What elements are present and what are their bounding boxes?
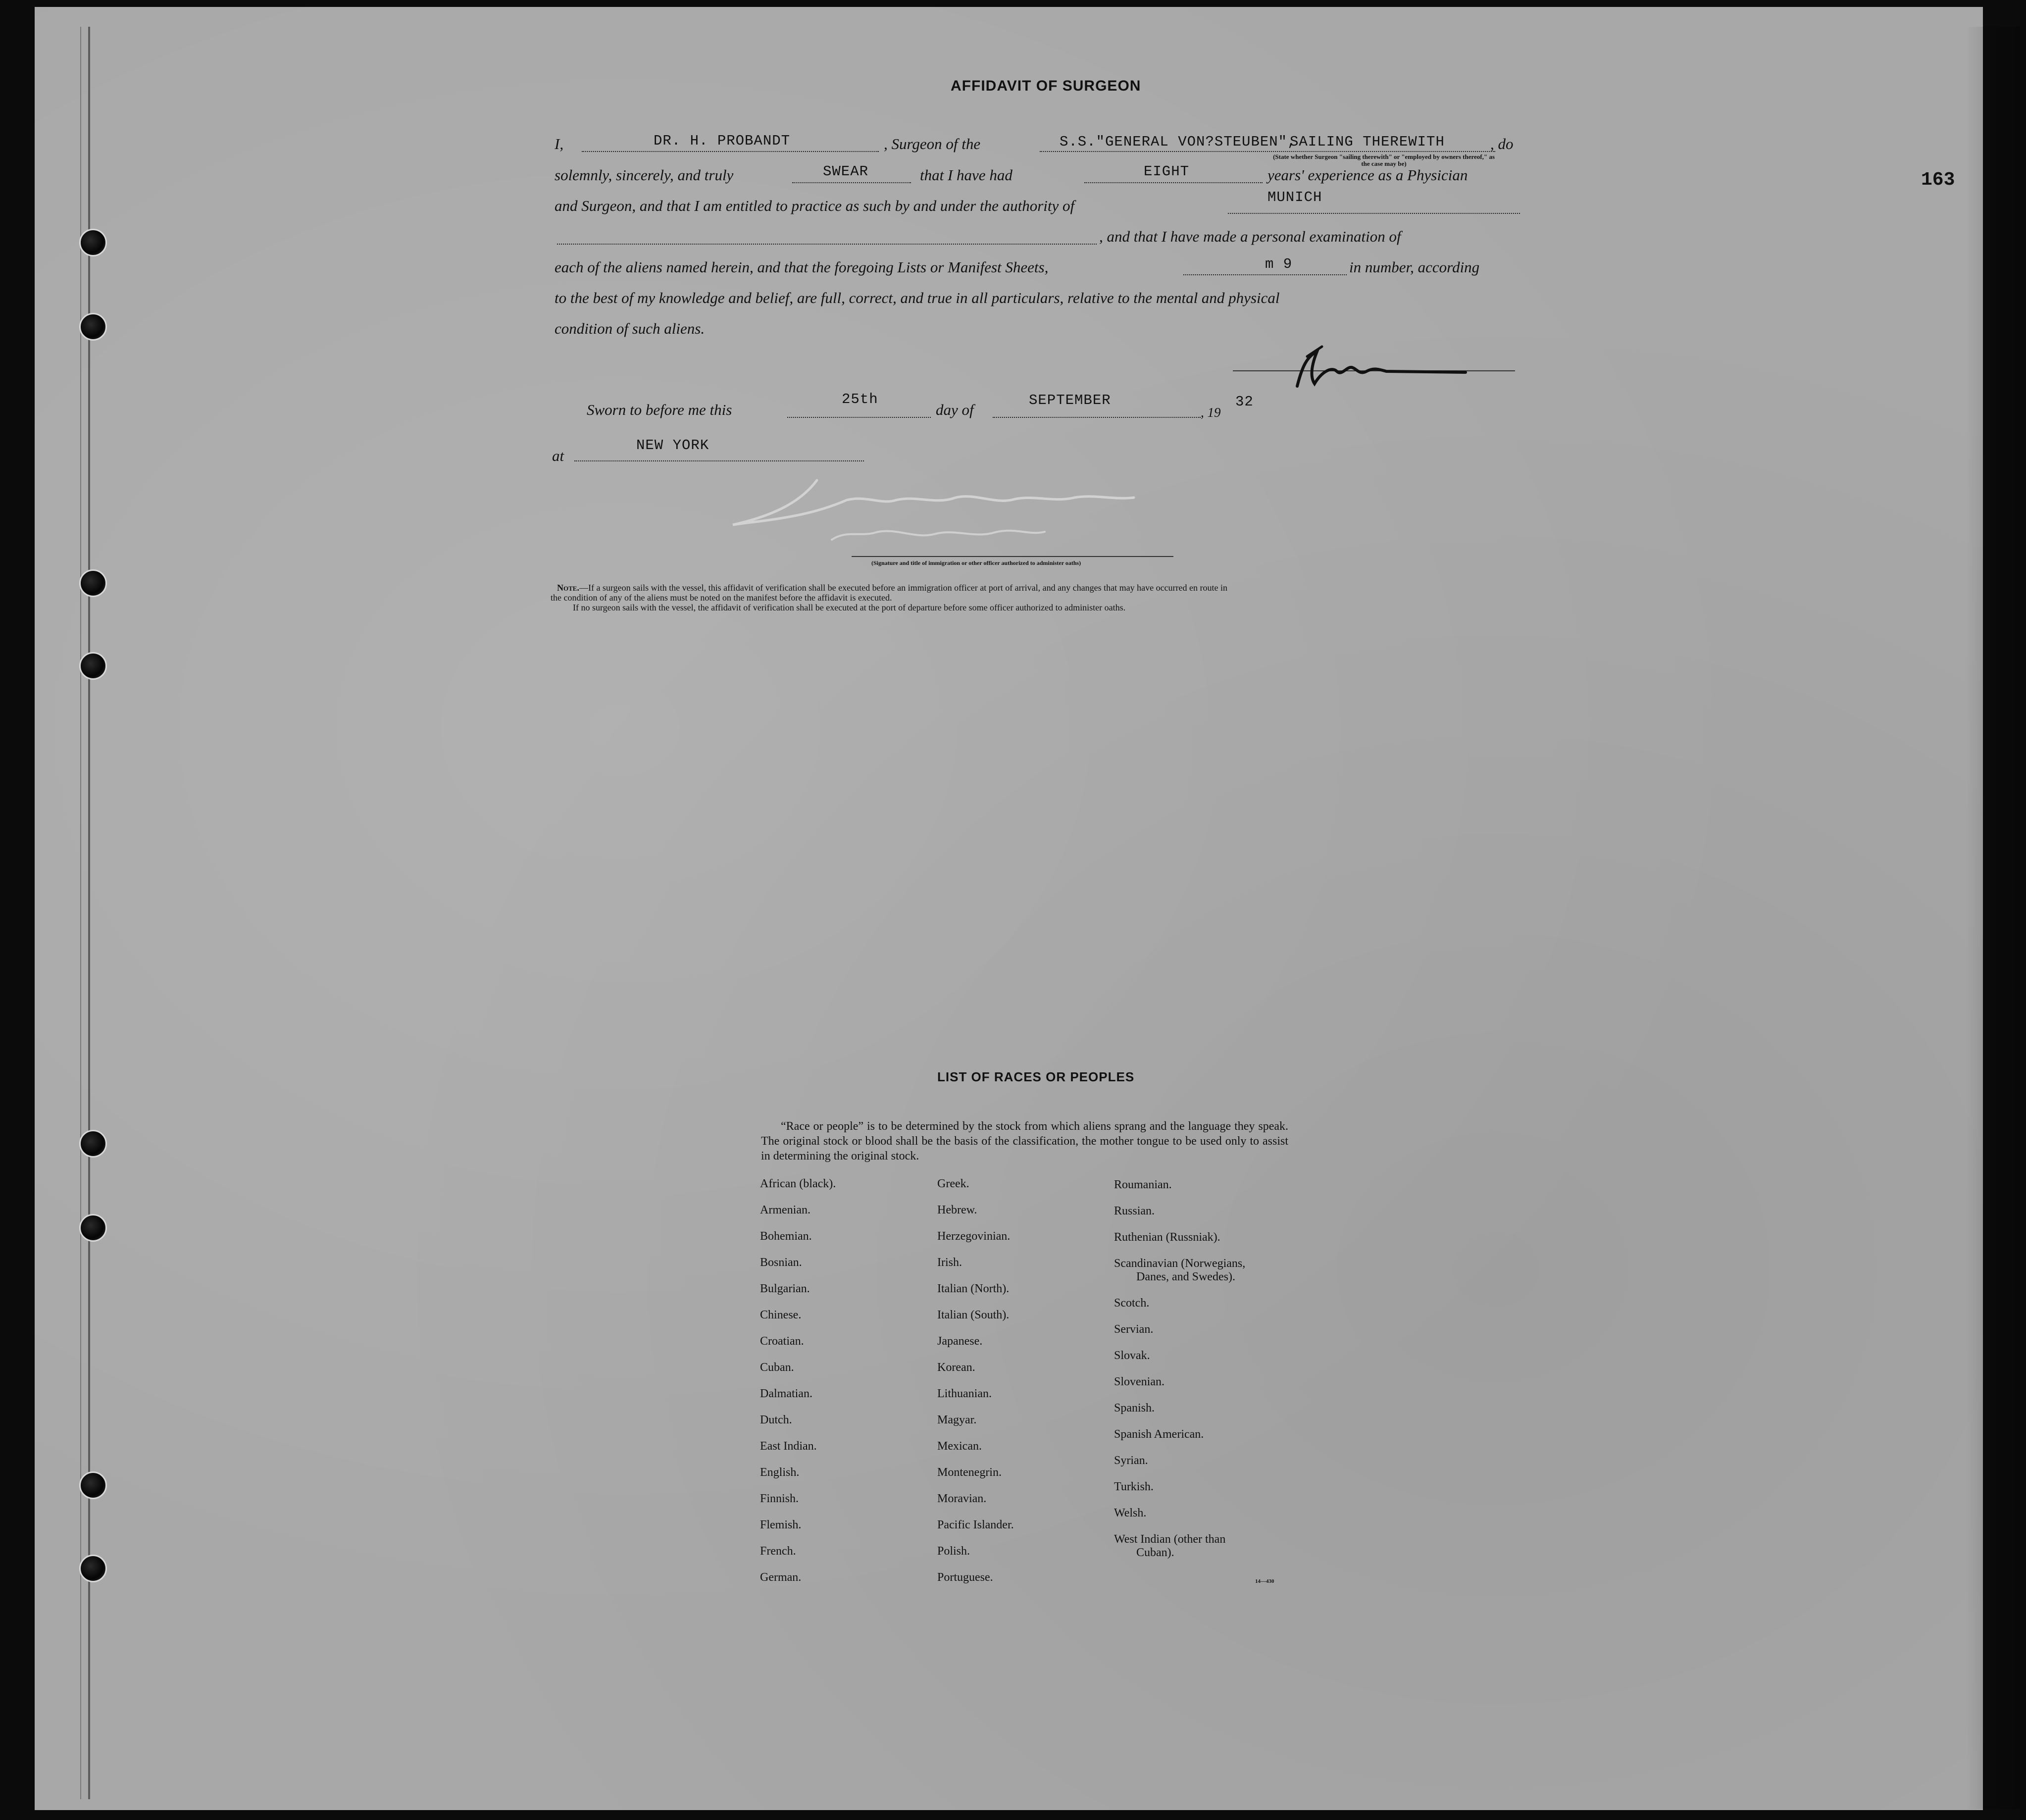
affidavit-text: , and that I have made a personal examination of: [1099, 228, 1401, 245]
page-number: 163: [1921, 169, 1955, 191]
race-item: Roumanian.: [1114, 1178, 1172, 1191]
affidavit-title: AFFIDAVIT OF SURGEON: [951, 78, 1141, 94]
affidavit-text: , 19: [1201, 405, 1221, 420]
race-item: Syrian.: [1114, 1454, 1148, 1467]
manifest-sheets-count: m 9: [1265, 256, 1293, 272]
affidavit-text: to the best of my knowledge and belief, are full, correct, and true in all particulars, relative to the mental and physical: [555, 289, 1280, 306]
affidavit-text: , do: [1490, 135, 1514, 152]
race-item: Spanish American.: [1114, 1428, 1204, 1441]
note-label: Note.: [557, 583, 579, 593]
form-number: 14—430: [1255, 1578, 1274, 1584]
punch-hole: [79, 1471, 107, 1499]
blank-line: [1084, 182, 1263, 183]
race-item: Chinese.: [760, 1309, 802, 1321]
affidavit-text: condition of such aliens.: [555, 320, 705, 337]
punch-hole: [79, 1214, 107, 1242]
race-item: Mexican.: [937, 1440, 982, 1453]
blank-line: [1040, 151, 1495, 152]
punch-hole: [79, 652, 107, 680]
officer-signature: [718, 470, 1183, 555]
affidavit-text: Sworn to before me this: [587, 401, 732, 418]
vessel-name: S.S."GENERAL VON?STEUBEN",: [1060, 134, 1297, 150]
margin-line: [80, 27, 81, 1799]
race-item: Italian (South).: [937, 1309, 1010, 1321]
race-item: Danes, and Swedes).: [1136, 1270, 1235, 1283]
race-item: Armenian.: [760, 1204, 810, 1216]
race-item: Magyar.: [937, 1414, 977, 1426]
race-item: Servian.: [1114, 1323, 1154, 1336]
race-item: Bulgarian.: [760, 1282, 810, 1295]
race-item: Russian.: [1114, 1205, 1155, 1217]
race-item: Korean.: [937, 1361, 975, 1374]
blank-line: [1228, 213, 1520, 214]
race-item: French.: [760, 1545, 796, 1558]
affidavit-text: and Surgeon, and that I am entitled to practice as such by and under the authority of: [555, 197, 1075, 214]
surgeon-status-note: (State whether Surgeon "sailing therewith" or "employed by owners thereof," as the case may be): [1273, 153, 1495, 168]
affidavit-text: at: [552, 447, 564, 464]
race-item: Hebrew.: [937, 1204, 977, 1216]
blank-line: [557, 244, 1097, 245]
page-edge-shadow: [1966, 27, 2020, 1809]
sworn-place: NEW YORK: [636, 437, 709, 454]
affidavit-text: I,: [555, 135, 564, 152]
race-item: Bosnian.: [760, 1256, 802, 1269]
race-item: Polish.: [937, 1545, 970, 1558]
races-column-2: [937, 1177, 1014, 1597]
affidavit-text: , Surgeon of the: [884, 135, 981, 152]
race-item: Italian (North).: [937, 1282, 1010, 1295]
race-item: Japanese.: [937, 1335, 983, 1348]
punch-hole: [79, 313, 107, 341]
race-item: Scandinavian (Norwegians,: [1114, 1257, 1246, 1270]
sworn-month: SEPTEMBER: [1029, 392, 1111, 408]
blank-line: [574, 460, 864, 461]
race-item: West Indian (other than: [1114, 1533, 1226, 1546]
note-line: [557, 583, 1227, 593]
race-item: Croatian.: [760, 1335, 804, 1348]
surgeon-name: DR. H. PROBANDT: [654, 133, 791, 149]
race-item: German.: [760, 1571, 802, 1584]
race-item: Dalmatian.: [760, 1387, 812, 1400]
race-item: Herzegovinian.: [937, 1230, 1011, 1243]
signature-caption: (Signature and title of immigration or other officer authorized to administer oaths): [871, 559, 1081, 566]
race-item: Scotch.: [1114, 1297, 1150, 1310]
race-item: Dutch.: [760, 1414, 792, 1426]
blank-line: [792, 182, 911, 183]
race-item: Welsh.: [1114, 1507, 1147, 1519]
races-column-3: [1114, 1178, 1245, 1560]
affidavit-text: that I have had: [920, 166, 1013, 184]
race-item: Turkish.: [1114, 1480, 1154, 1493]
margin-line: [88, 27, 90, 1799]
race-item: Slovenian.: [1114, 1375, 1165, 1388]
race-item: Lithuanian.: [937, 1387, 992, 1400]
sworn-year: 32: [1235, 394, 1254, 410]
race-item: Ruthenian (Russniak).: [1114, 1231, 1220, 1244]
affidavit-text: years' experience as a Physician: [1267, 166, 1468, 184]
races-intro: “Race or people” is to be determined by the stock from which aliens sprang and the language they speak. The original stock or blood shall be the basis of the classification, the mother tongue to be used only to assist in determining the original stock.: [761, 1120, 1288, 1163]
race-item: East Indian.: [760, 1440, 817, 1453]
punch-hole: [79, 1555, 107, 1582]
note-line: the condition of any of the aliens must be noted on the manifest before the affidavit is executed.: [551, 593, 892, 603]
race-item: Greek.: [937, 1177, 969, 1190]
races-column-1: [760, 1177, 836, 1597]
affidavit-text: day of: [936, 401, 974, 418]
race-item: Spanish.: [1114, 1402, 1155, 1415]
race-item: Montenegrin.: [937, 1466, 1002, 1479]
race-item: Cuban).: [1136, 1546, 1174, 1559]
affidavit-text: each of the aliens named herein, and that the foregoing Lists or Manifest Sheets,: [555, 258, 1049, 276]
punch-hole: [79, 569, 107, 597]
affidavit-text: in number, according: [1349, 258, 1480, 276]
affidavit-text: solemnly, sincerely, and truly: [555, 166, 734, 184]
blank-line: [582, 151, 879, 152]
race-item: Flemish.: [760, 1518, 802, 1531]
race-item: Finnish.: [760, 1492, 799, 1505]
practice-authority: MUNICH: [1267, 189, 1322, 205]
years-experience: EIGHT: [1144, 163, 1190, 180]
race-item: Moravian.: [937, 1492, 987, 1505]
race-item: Portuguese.: [937, 1571, 993, 1584]
blank-line: [1183, 274, 1347, 275]
race-item: African (black).: [760, 1177, 836, 1190]
oath-type: SWEAR: [823, 163, 869, 180]
note-line: If no surgeon sails with the vessel, the affidavit of verification shall be executed at the port of departure before some officer authorized to administer oaths.: [573, 603, 1126, 612]
blank-line: [787, 417, 931, 418]
surgeon-signature: [1287, 337, 1475, 396]
race-item: Bohemian.: [760, 1230, 812, 1243]
punch-hole: [79, 229, 107, 256]
sailing-status: SAILING THEREWITH: [1290, 134, 1445, 150]
sworn-day: 25th: [842, 391, 878, 407]
race-item: Irish.: [937, 1256, 962, 1269]
race-item: Pacific Islander.: [937, 1518, 1014, 1531]
races-title: LIST OF RACES OR PEOPLES: [937, 1069, 1135, 1084]
blank-line: [993, 417, 1201, 418]
race-item: Cuban.: [760, 1361, 794, 1374]
note-text: —If a surgeon sails with the vessel, this affidavit of verification shall be executed before an immigration officer at port of arrival, and any changes that may have occurred en route in: [579, 583, 1227, 593]
race-item: English.: [760, 1466, 800, 1479]
race-item: Slovak.: [1114, 1349, 1150, 1362]
signature-line: [852, 556, 1173, 557]
punch-hole: [79, 1130, 107, 1158]
